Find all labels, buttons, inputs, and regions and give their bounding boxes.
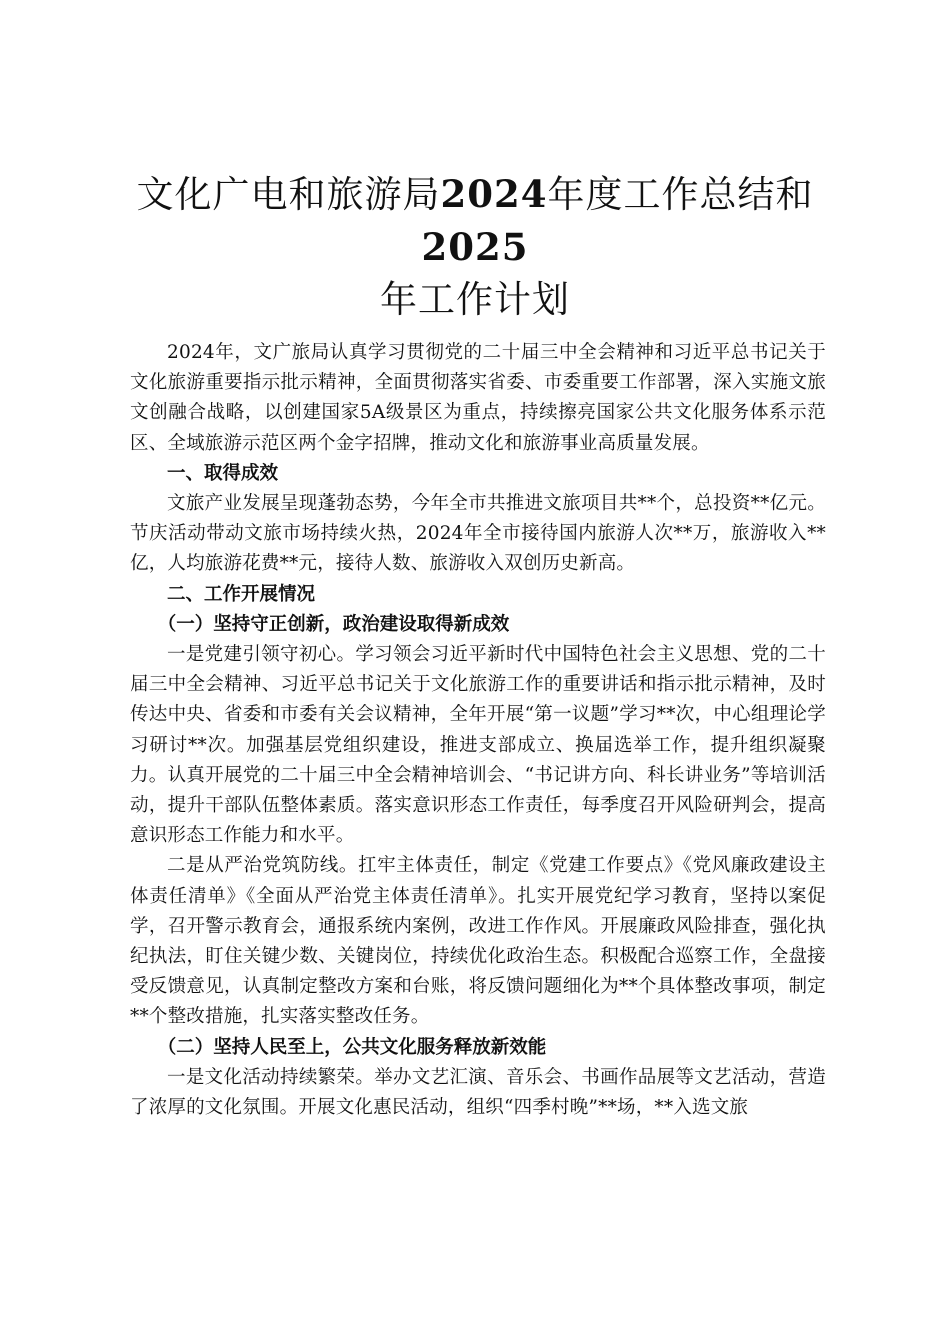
title-year1: 2024 [440,172,548,216]
subsection1-paragraph1: 一是党建引领守初心。学习领会习近平新时代中国特色社会主义思想、党的二十届三中全会精神、习近平总书记关于文化旅游工作的重要讲话和指示批示精神，及时传达中央、省委和市委有关会议精神，全年开展“第一议题”学习**次，中心组理论学习研讨**次。加强基层党组织建设，推进支部成立、换届选举工作，提升组织凝聚力。认真开展党的二十届三中全会精神培训会、“书记讲方向、科长讲业务”等培训活动，提升干部队伍整体素质。落实意识形态工作责任，每季度召开风险研判会，提高意识形态工作能力和水平。 [130,644,826,847]
subsection1-heading: （一）坚持守正创新，政治建设取得新成效 [157,613,510,635]
title-year2: 2025 [421,225,529,269]
title-part1: 文化广电和旅游局 [136,173,441,216]
subsection1-paragraph2: 二是从严治党筑防线。扛牢主体责任，制定《党建工作要点》《党风廉政建设主体责任清单》《全面从严治党主体责任清单》。扎实开展党纪学习教育，坚持以案促学，召开警示教育会，通报系统内案例，改进工作作风。开展廉政风险排查，强化执纪执法，盯住关键少数、关键岗位，持续优化政治生态。积极配合巡察工作，全盘接受反馈意见，认真制定整改方案和台账，将反馈问题细化为**个具体整改事项，制定**个整改措施，扎实落实整改任务。 [130,855,826,1028]
subsection2-heading: （二）坚持人民至上，公共文化服务释放新效能 [157,1036,547,1058]
title-line2: 年工作计划 [380,278,570,321]
subsection2-paragraph1: 一是文化活动持续繁荣。举办文艺汇演、音乐会、书画作品展等文艺活动，营造了浓厚的文化氛围。开展文化惠民活动，组织“四季村晚”**场，**入选文旅 [130,1066,826,1119]
section1-paragraph: 文旅产业发展呈现蓬勃态势，今年全市共推进文旅项目共**个，总投资**亿元。节庆活动带动文旅市场持续火热，2024年全市接待国内旅游人次**万，旅游收入**亿，人均旅游花费**元，接待人数、旅游收入双创历史新高。 [130,493,826,575]
title-part2: 年度工作总结和 [547,173,814,216]
intro-paragraph: 2024年，文广旅局认真学习贯彻党的二十届三中全会精神和习近平总书记关于文化旅游重要指示批示精神，全面贯彻落实省委、市委重要工作部署，深入实施文旅文创融合战略，以创建国家5A级景区为重点，持续擦亮国家公共文化服务体系示范区、全域旅游示范区两个金字招牌，推动文化和旅游事业高质量发展。 [130,342,826,454]
section1-heading: 一、取得成效 [167,462,279,484]
document-title [90,168,860,326]
document-body [130,338,826,1123]
section2-heading: 二、工作开展情况 [167,583,316,605]
